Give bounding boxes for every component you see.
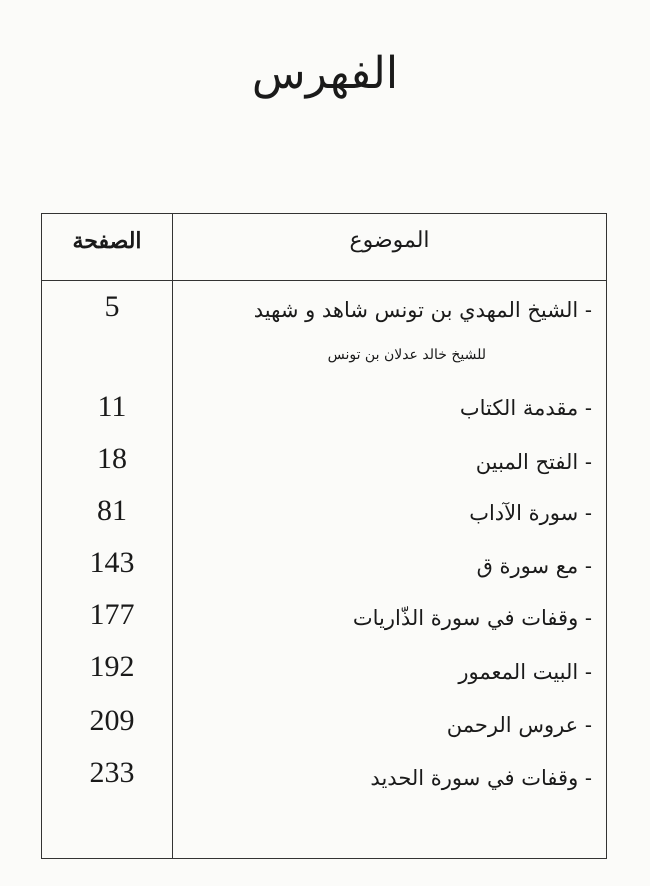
toc-entry-subtitle: للشيخ خالد عدلان بن تونس [327, 347, 486, 363]
toc-entry-page: 18 [97, 442, 127, 475]
toc-table [41, 213, 607, 859]
column-divider [172, 214, 173, 858]
toc-entry-topic: - عروس الرحمن [446, 713, 592, 737]
toc-entry-topic: - الشيخ المهدي بن تونس شاهد و شهيد [253, 298, 592, 322]
toc-entry-page: 81 [97, 494, 127, 527]
toc-entry-page: 209 [89, 704, 135, 737]
toc-entry-topic: - وقفات في سورة الذّاريات [352, 606, 592, 630]
toc-entry-page: 143 [89, 546, 135, 579]
toc-entry-page: 5 [104, 290, 120, 323]
header-divider [42, 280, 606, 281]
toc-entry-topic: - وقفات في سورة الحديد [370, 766, 592, 790]
toc-entry-topic: - البيت المعمور [458, 660, 592, 684]
toc-entry-page: 177 [89, 598, 135, 631]
toc-entry-topic: - مقدمة الكتاب [459, 396, 592, 420]
page-title: الفهرس [251, 48, 399, 99]
toc-entry-page: 11 [97, 390, 127, 423]
toc-entry-topic: - مع سورة ق [476, 554, 592, 578]
toc-entry-page: 192 [89, 650, 135, 683]
toc-entry-page: 233 [89, 756, 135, 789]
toc-entry-topic: - سورة الآداب [469, 501, 592, 525]
toc-entry-topic: - الفتح المبين [475, 450, 592, 474]
page-column-header: الصفحة [72, 228, 142, 254]
topic-column-header: الموضوع [349, 228, 430, 253]
